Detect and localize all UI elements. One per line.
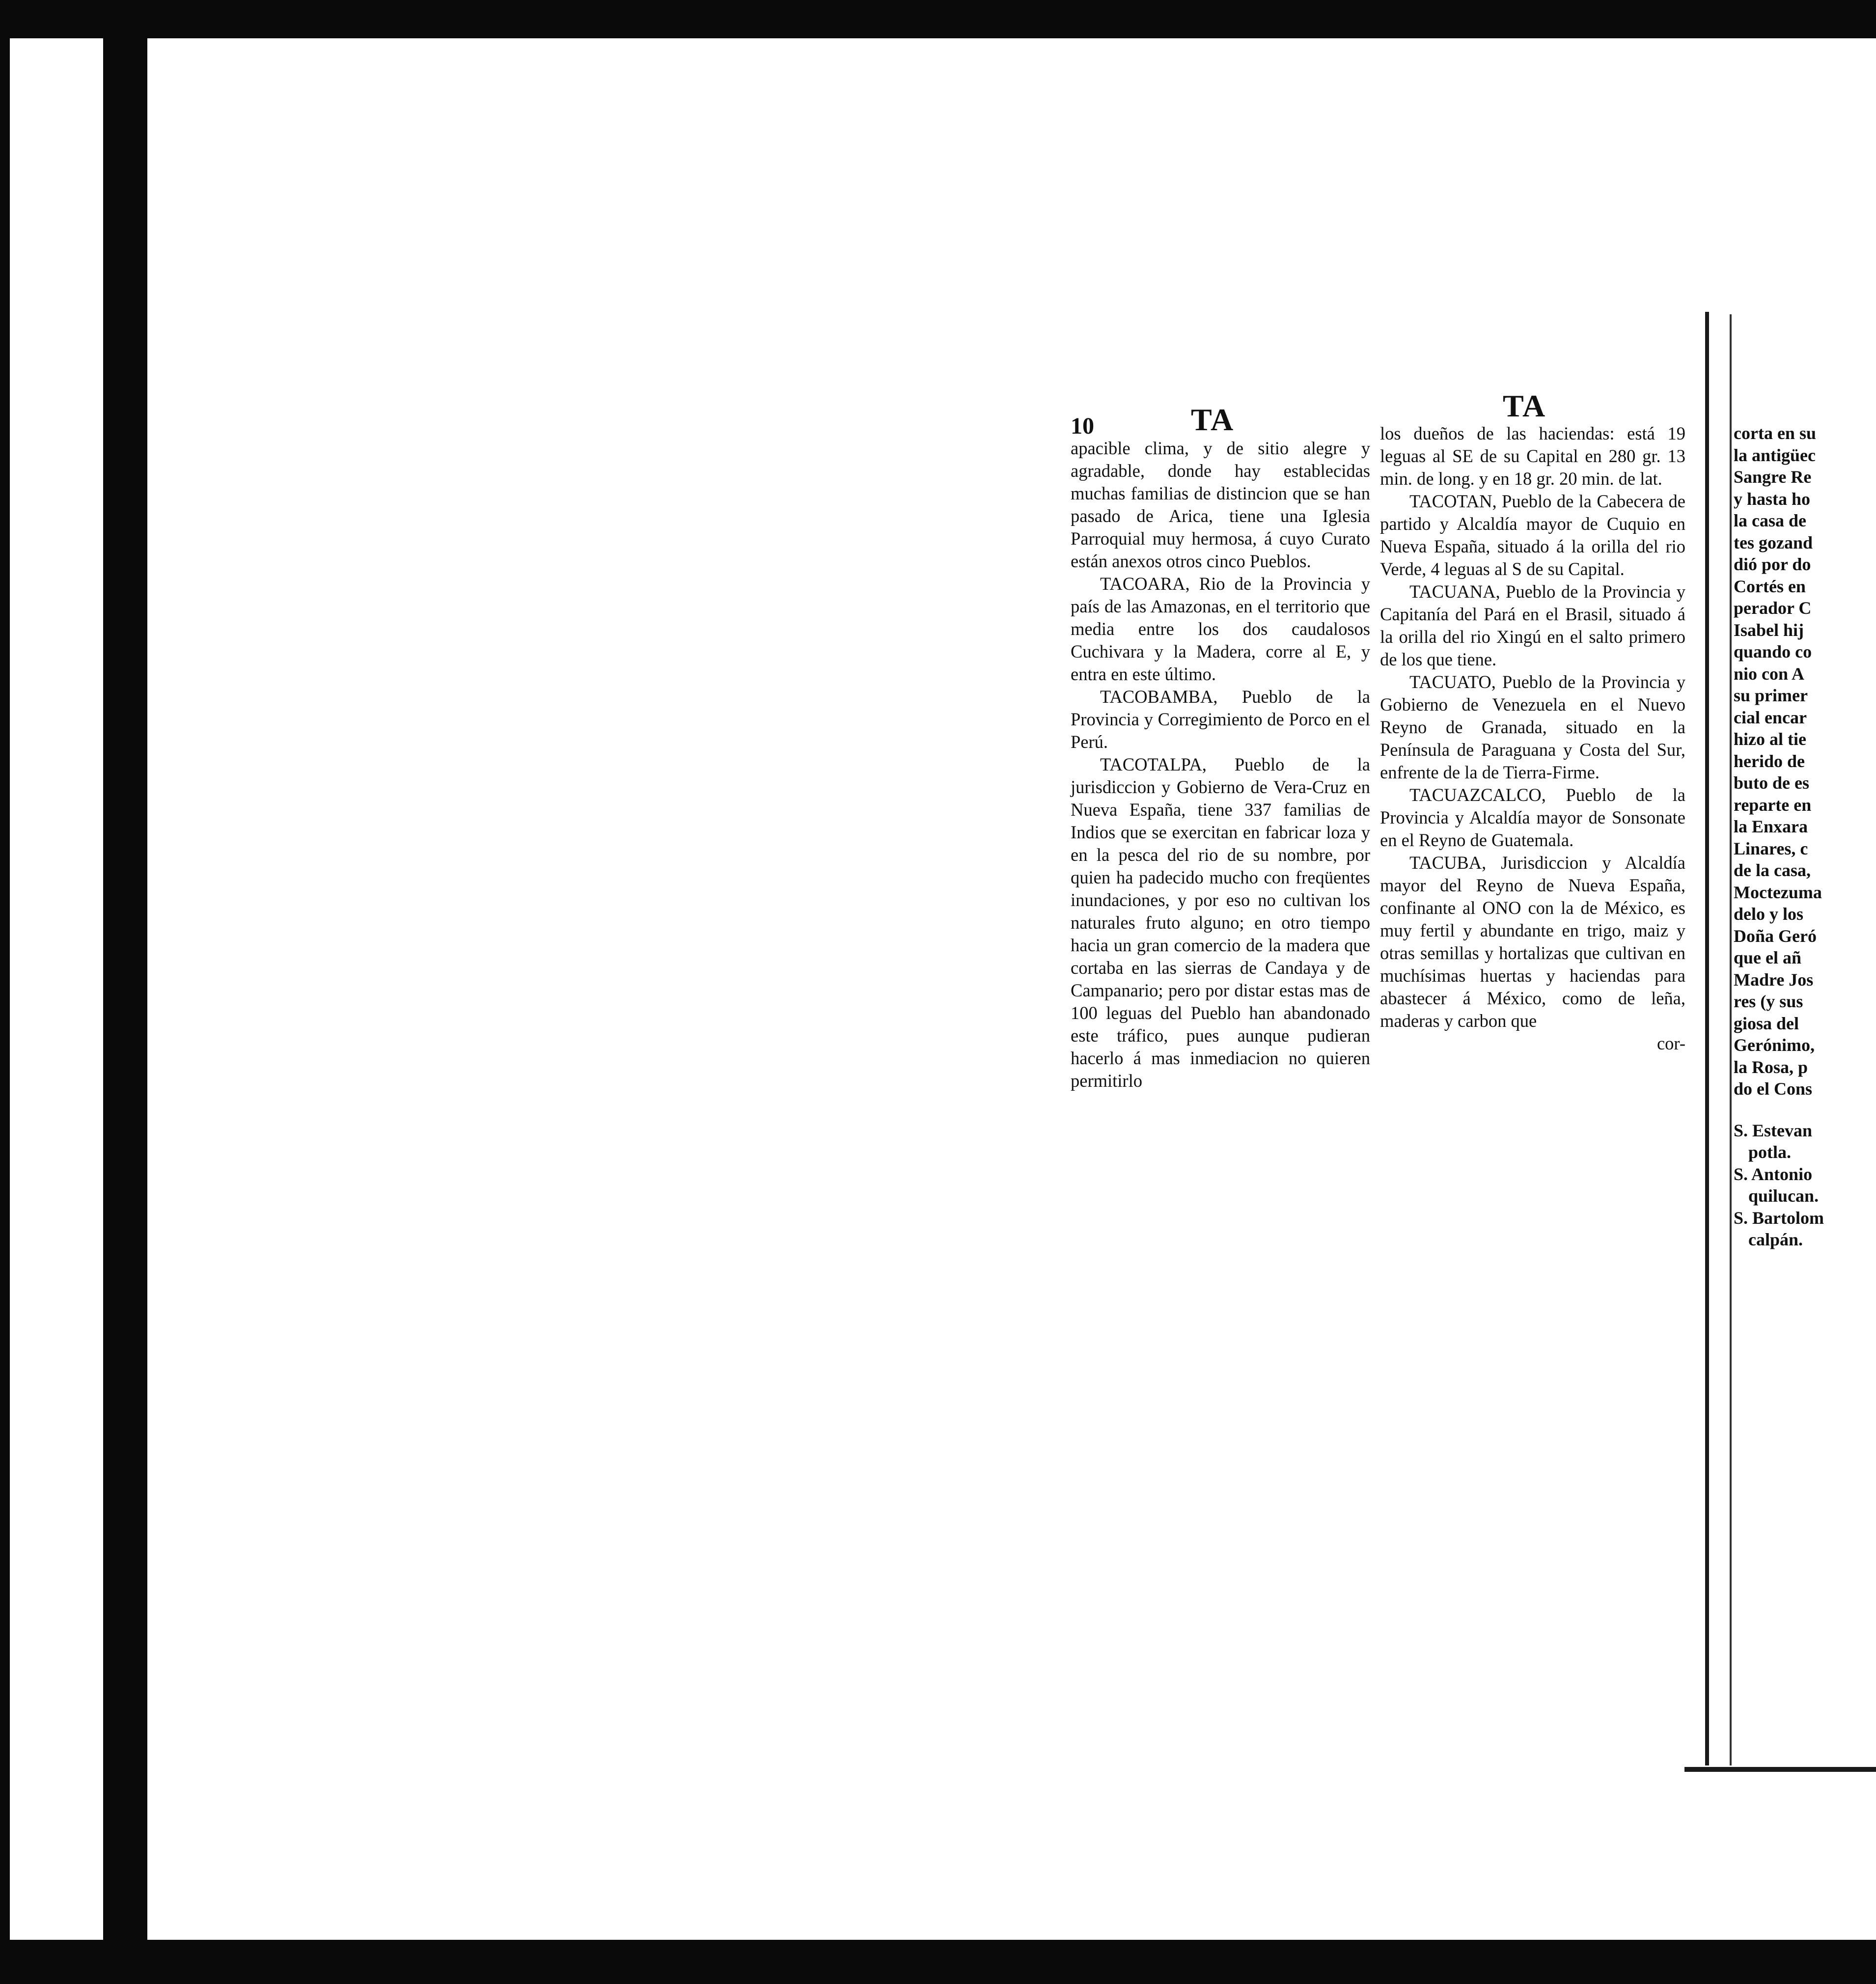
- adjacent-line: de la casa,: [1734, 860, 1811, 880]
- entry-tacuana: TACUANA, Pueblo de la Provincia y Capitanía del Pará en el Brasil, situado á la orilla del rio Xingú en el salto primero de los que tiene.: [1380, 581, 1685, 669]
- adjacent-line: nio con A: [1734, 663, 1805, 684]
- scan-border-gutter: [103, 38, 147, 1940]
- adjacent-list-item: S. Bartolom: [1734, 1208, 1824, 1228]
- adjacent-line: tes gozand: [1734, 532, 1813, 552]
- adjacent-line: la casa de: [1734, 511, 1806, 530]
- adjacent-line: Gerónimo,: [1734, 1035, 1815, 1055]
- adjacent-line: corta en su: [1734, 423, 1816, 443]
- adjacent-line: la antigüec: [1734, 445, 1816, 465]
- adjacent-line: y hasta ho: [1734, 489, 1811, 509]
- adjacent-line: su primer: [1734, 686, 1808, 705]
- page-edge-line: [1730, 314, 1732, 1765]
- adjacent-line: Doña Geró: [1734, 926, 1817, 946]
- adjacent-line: reparte en: [1734, 795, 1812, 815]
- adjacent-line: quando co: [1734, 642, 1812, 661]
- catchword: cor-: [1656, 1033, 1685, 1053]
- scan-border-bottom: [0, 1940, 1876, 1984]
- left-column: [1071, 437, 1370, 1092]
- adjacent-line: cial encar: [1734, 707, 1807, 727]
- entry-continuation: los dueños de las haciendas: está 19 leguas al SE de su Capital en 280 gr. 13 min. de long. y en 18 gr. 20 min. de lat.: [1380, 423, 1685, 489]
- adjacent-page-text: [1734, 422, 1876, 1251]
- adjacent-line: Isabel hij: [1734, 620, 1804, 640]
- adjacent-line: Linares, c: [1734, 838, 1808, 858]
- adjacent-line: hizo al tie: [1734, 729, 1806, 749]
- adjacent-list-item: calpán.: [1748, 1230, 1803, 1249]
- adjacent-list-item: potla.: [1748, 1142, 1792, 1162]
- adjacent-line: dió por do: [1734, 554, 1811, 574]
- adjacent-list-item: quilucan.: [1748, 1186, 1819, 1206]
- adjacent-list-item: S. Antonio: [1734, 1164, 1813, 1184]
- adjacent-line: que el añ: [1734, 948, 1802, 967]
- running-head-right: TA: [1503, 388, 1546, 423]
- adjacent-line: buto de es: [1734, 773, 1810, 793]
- adjacent-line: Madre Jos: [1734, 969, 1814, 990]
- entry-tacobamba: TACOBAMBA, Pueblo de la Provincia y Corregimiento de Porco en el Perú.: [1071, 687, 1370, 752]
- entry-tacoara: TACOARA, Rio de la Provincia y país de las Amazonas, en el territorio que media entre los dos caudalosos Cuchivara y la Madera, corre al E, y entra en este último.: [1071, 574, 1370, 684]
- adjacent-line: la Rosa, p: [1734, 1057, 1808, 1077]
- page-edge-rule: [1705, 312, 1709, 1765]
- book-page: [1071, 383, 1709, 1091]
- scan-border-left: [0, 0, 10, 1984]
- scan-margin-strip: [10, 38, 103, 1940]
- running-head-left: TA: [1191, 402, 1235, 437]
- right-column: [1380, 422, 1685, 1055]
- adjacent-line: do el Cons: [1734, 1079, 1813, 1099]
- adjacent-list-item: S. Estevan: [1734, 1120, 1813, 1140]
- adjacent-line: la Enxara: [1734, 817, 1808, 836]
- page-bottom-rule: [1684, 1767, 1876, 1772]
- adjacent-line: giosa del: [1734, 1013, 1799, 1033]
- entry-tacotalpa: TACOTALPA, Pueblo de la jurisdiccion y Gobierno de Vera-Cruz en Nueva España, tiene 337 familias de Indios que se exercitan en fabricar loza y en la pesca del rio de su nombre, por quien ha padecido mucho con freqüentes inundaciones, y por eso no cultivan los naturales fruto alguno; en otro tiempo hacia un gran comercio de la madera que cortaba en las sierras de Candaya y de Campanario; pero por distar estas mas de 100 leguas del Pueblo han abandonado este tráfico, pues aunque pudieran hacerlo á mas inmediacion no quieren permitirlo: [1071, 754, 1370, 1091]
- entry-continuation: apacible clima, y de sitio alegre y agradable, donde hay establecidas muchas familias de distincion que se han pasado de Arica, tiene una Iglesia Parroquial muy hermosa, á cuyo Curato están anexos otros cinco Pueblos.: [1071, 438, 1370, 571]
- entry-tacuba: TACUBA, Jurisdiccion y Alcaldía mayor del Reyno de Nueva España, confinante al ONO con la de México, es muy fertil y abundante en trigo, maiz y otras semillas y hortalizas que cultivan en muchísimas huertas y haciendas para abastecer á México, como de leña, maderas y carbon que: [1380, 853, 1685, 1031]
- page-number: 10: [1071, 413, 1094, 439]
- adjacent-line: Moctezuma: [1734, 882, 1822, 902]
- entry-tacotan: TACOTAN, Pueblo de la Cabecera de partido y Alcaldía mayor de Cuquio en Nueva España, situado á la orilla del rio Verde, 4 leguas al S de su Capital.: [1380, 491, 1685, 579]
- entry-tacuato: TACUATO, Pueblo de la Provincia y Gobierno de Venezuela en el Nuevo Reyno de Granada, situado en la Península de Paraguana y Costa del Sur, enfrente de la de Tierra-Firme.: [1380, 672, 1685, 782]
- adjacent-line: perador C: [1734, 598, 1812, 618]
- adjacent-line: delo y los: [1734, 904, 1804, 924]
- entry-tacuazcalco: TACUAZCALCO, Pueblo de la Provincia y Alcaldía mayor de Sonsonate en el Reyno de Guatemala.: [1380, 785, 1685, 850]
- scan-border-top: [0, 0, 1876, 38]
- adjacent-line: res (y sus: [1734, 992, 1803, 1011]
- adjacent-line: Cortés en: [1734, 576, 1806, 596]
- adjacent-line: Sangre Re: [1734, 467, 1812, 487]
- adjacent-line: herido de: [1734, 751, 1805, 771]
